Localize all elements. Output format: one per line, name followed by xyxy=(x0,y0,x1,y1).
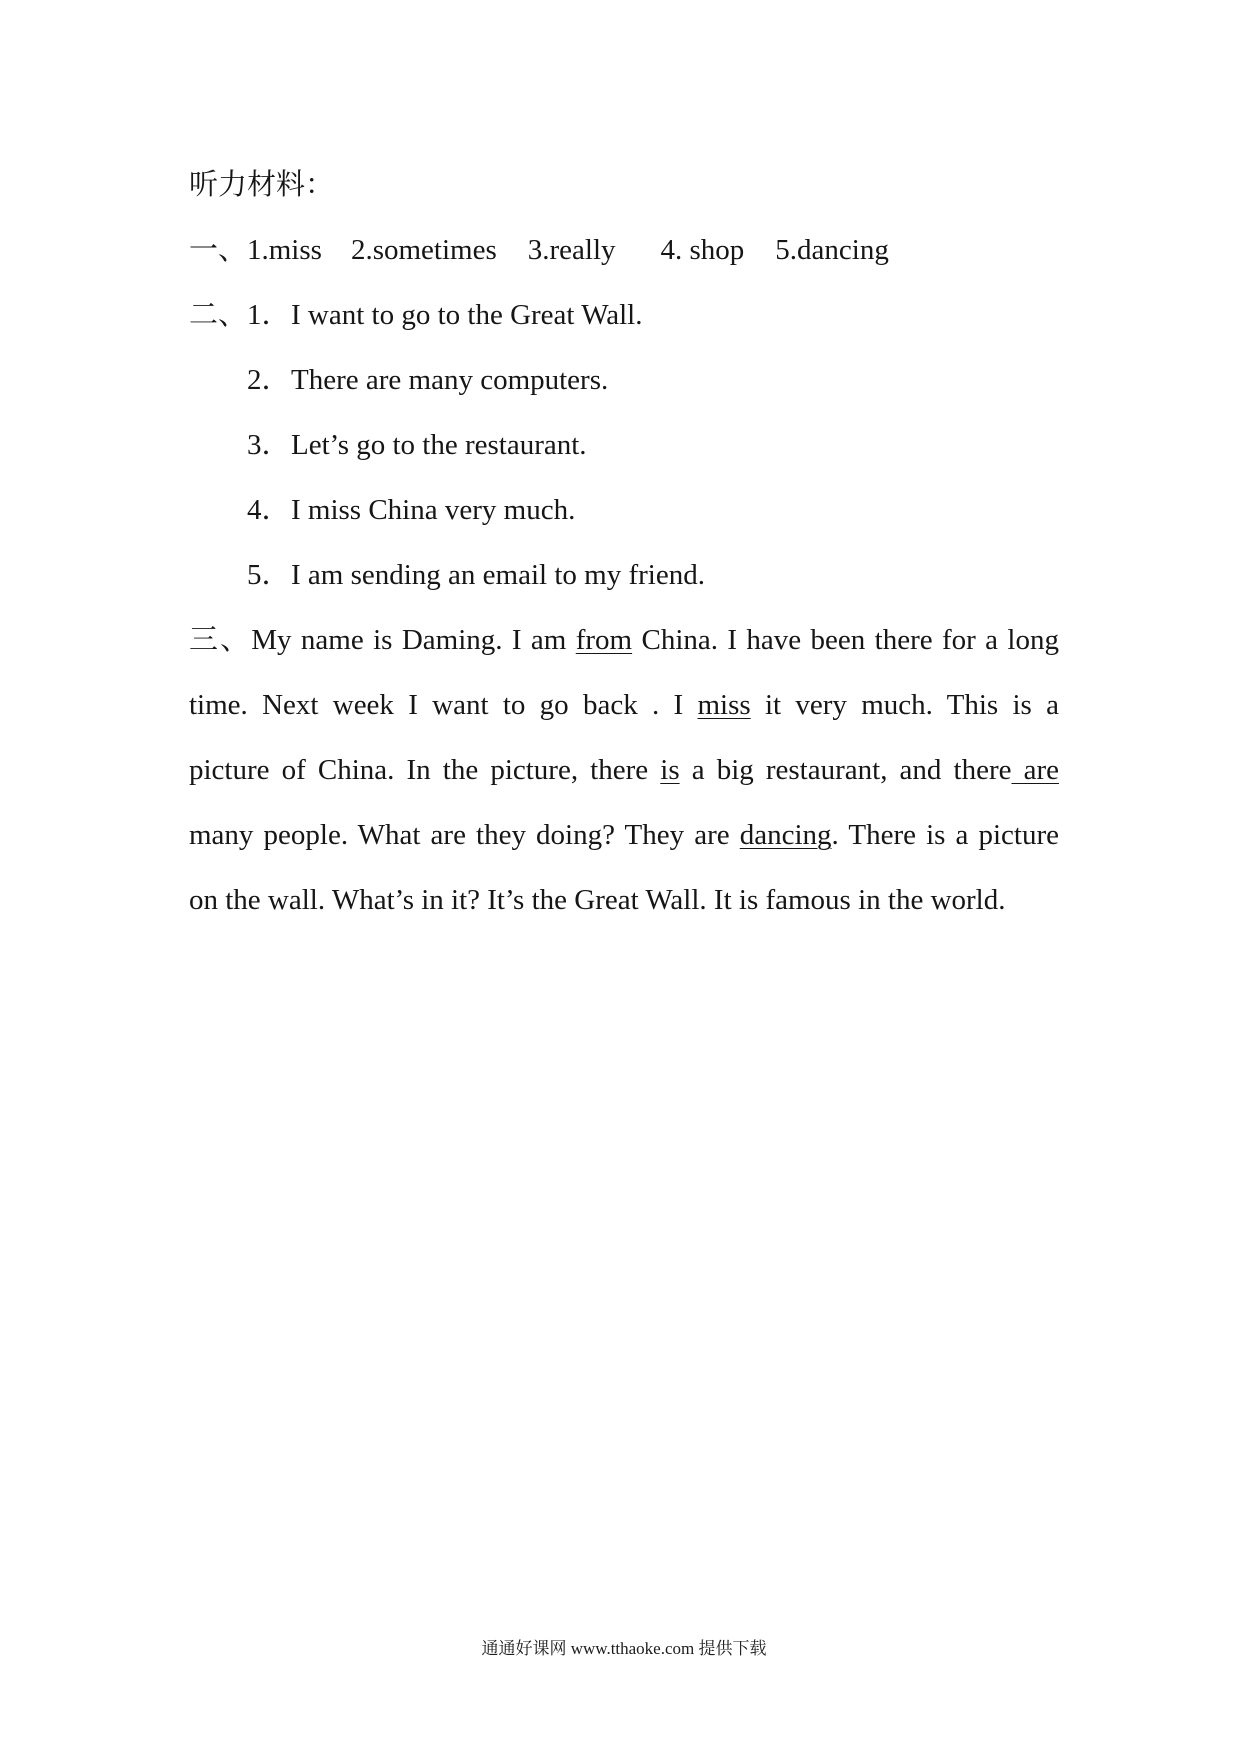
underlined-word: is xyxy=(660,754,680,786)
sentence-text: I want to go to the Great Wall. xyxy=(291,299,643,331)
word-item: 3.really xyxy=(527,234,616,266)
footer-source-note: 通通好课网 www.tthaoke.com 提供下载 xyxy=(481,1639,767,1658)
page-title xyxy=(189,153,1059,218)
sentence-text: Let’s go to the restaurant. xyxy=(291,429,587,461)
word-item: 1.miss xyxy=(247,234,322,266)
underlined-word: from xyxy=(575,624,633,656)
sentence-item xyxy=(189,283,1059,348)
underlined-word: are xyxy=(1011,754,1059,786)
sentence-text: I miss China very much. xyxy=(291,494,576,526)
section-1-prefix: 一、 xyxy=(189,234,248,266)
sentence-number: 2． xyxy=(247,364,291,396)
word-item: 5.dancing xyxy=(775,234,889,266)
paragraph-line xyxy=(189,608,1059,673)
text-segment: a big restaurant, and there xyxy=(679,754,1012,786)
text-segment: picture of China. In the picture, there xyxy=(189,754,661,786)
section-2-prefix: 二、 xyxy=(189,299,248,331)
word-item: 2.sometimes xyxy=(350,234,497,266)
text-segment: it very much. This is a xyxy=(750,689,1059,721)
sentence-text: There are many computers. xyxy=(291,364,609,396)
section-2 xyxy=(189,283,1059,608)
sentence-item xyxy=(189,413,1059,478)
text-segment: on the wall. What’s in it? It’s the Great Wall. It is famous in the world. xyxy=(189,884,1006,916)
sentence-text: I am sending an email to my friend. xyxy=(291,559,705,591)
underlined-word: miss xyxy=(697,689,751,721)
underlined-word: dancing xyxy=(739,819,832,851)
section-3-prefix: 三、 xyxy=(189,624,252,656)
section-3-paragraph xyxy=(189,608,1059,933)
title-text: 听力材料： xyxy=(189,169,335,201)
sentence-number: 5． xyxy=(247,559,291,591)
sentence-item xyxy=(189,543,1059,608)
paragraph-line xyxy=(189,868,1059,933)
text-segment: time. Next week I want to go back . I xyxy=(189,689,698,721)
text-segment: . There is a picture xyxy=(831,819,1059,851)
sentence-number: 1． xyxy=(247,299,291,331)
sentence-item xyxy=(189,348,1059,413)
listening-material xyxy=(189,153,1059,933)
text-segment: China. I have been there for a long xyxy=(632,624,1059,656)
text-segment: many people. What are they doing? They are xyxy=(189,819,740,851)
sentence-number: 3． xyxy=(247,429,291,461)
paragraph-line xyxy=(189,738,1059,803)
word-item: 4. shop xyxy=(660,234,745,266)
sentence-item xyxy=(189,478,1059,543)
text-segment: My name is Daming. I am xyxy=(251,624,576,656)
sentence-number: 4． xyxy=(247,494,291,526)
paragraph-line xyxy=(189,673,1059,738)
paragraph-line xyxy=(189,803,1059,868)
section-1 xyxy=(189,218,1059,283)
